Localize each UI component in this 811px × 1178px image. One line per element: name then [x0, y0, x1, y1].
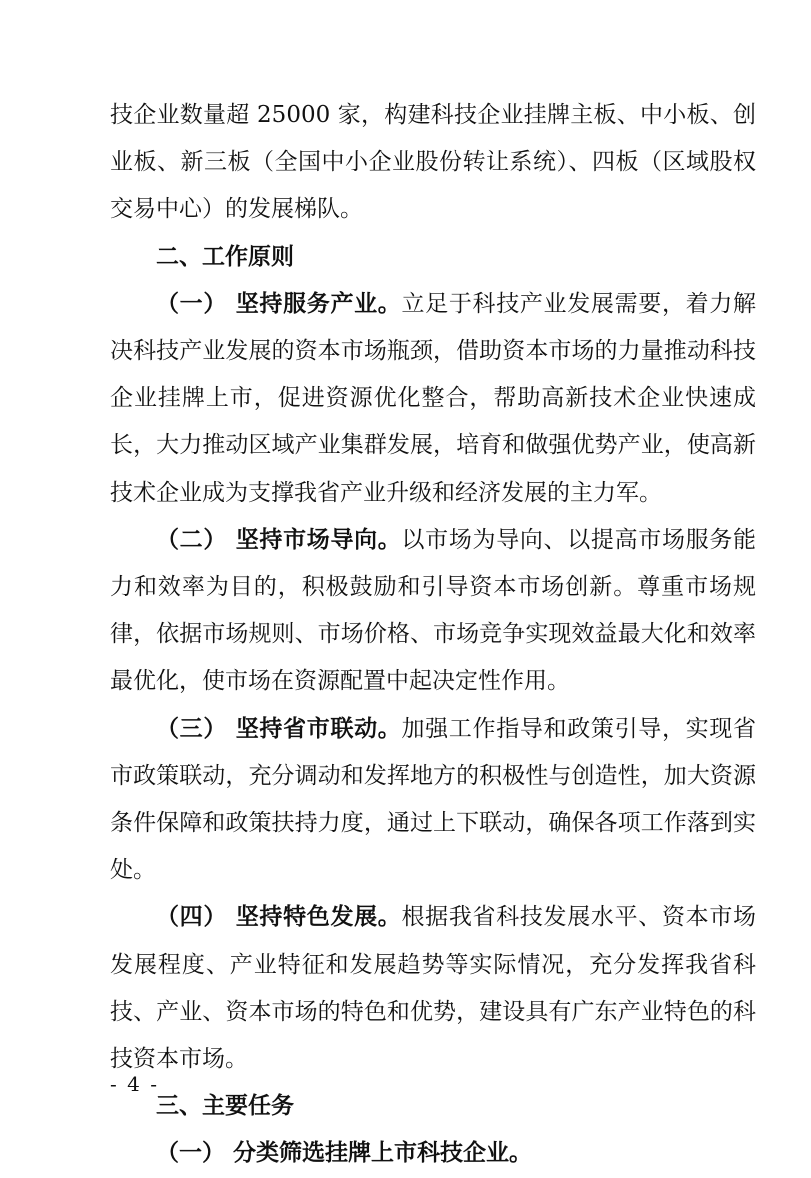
- paragraph-principle-3: [110, 706, 756, 895]
- principle-1-body: 立足于科技产业发展需要，着力解决科技产业发展的资本市场瓶颈，借助资本市场的力量推动科技企业挂牌上市，促进资源优化整合，帮助高新技术企业快速成长，大力推动区域产业集群发展，培育和做强优势产业，使高新技术企业成为支撑我省产业升级和经济发展的主力军。: [110, 290, 756, 506]
- section-heading-work-principles: 二、工作原则: [156, 243, 294, 270]
- page-number: - 4 -: [110, 1072, 159, 1096]
- principle-3-lead: （三） 坚持省市联动。: [156, 715, 402, 742]
- principle-4-lead: （四） 坚持特色发展。: [156, 904, 402, 931]
- principle-1-lead: （一） 坚持服务产业。: [156, 290, 402, 317]
- principle-3-body: 加强工作指导和政策引导，实现省市政策联动，充分调动和发挥地方的积极性与创造性，加大资源条件保障和政策扶持力度，通过上下联动，确保各项工作落到实处。: [110, 715, 756, 884]
- principle-4-body: 根据我省科技发展水平、资本市场发展程度、产业特征和发展趋势等实际情况，充分发挥我省科技、产业、资本市场的特色和优势，建设具有广东产业特色的科技资本市场。: [110, 904, 756, 1073]
- paragraph-principle-1: [110, 281, 756, 517]
- document-body: [110, 92, 756, 1178]
- principle-2-body: 以市场为导向、以提高市场服务能力和效率为目的，积极鼓励和引导资本市场创新。尊重市场规律，依据市场规则、市场价格、市场竞争实现效益最大化和效率最优化，使市场在资源配置中起决定性作用。: [110, 526, 756, 695]
- section-heading-main-tasks: 三、主要任务: [156, 1093, 294, 1120]
- principle-2-lead: （二） 坚持市场导向。: [156, 526, 402, 553]
- paragraph-continuation: 技企业数量超 25000 家，构建科技企业挂牌主板、中小板、创业板、新三板（全国中小企业股份转让系统）、四板（区域股权交易中心）的发展梯队。: [110, 102, 756, 223]
- paragraph-principle-2: [110, 517, 756, 706]
- task-1-lead: （一） 分类筛选挂牌上市科技企业。: [156, 1140, 533, 1167]
- paragraph-principle-4: [110, 894, 756, 1083]
